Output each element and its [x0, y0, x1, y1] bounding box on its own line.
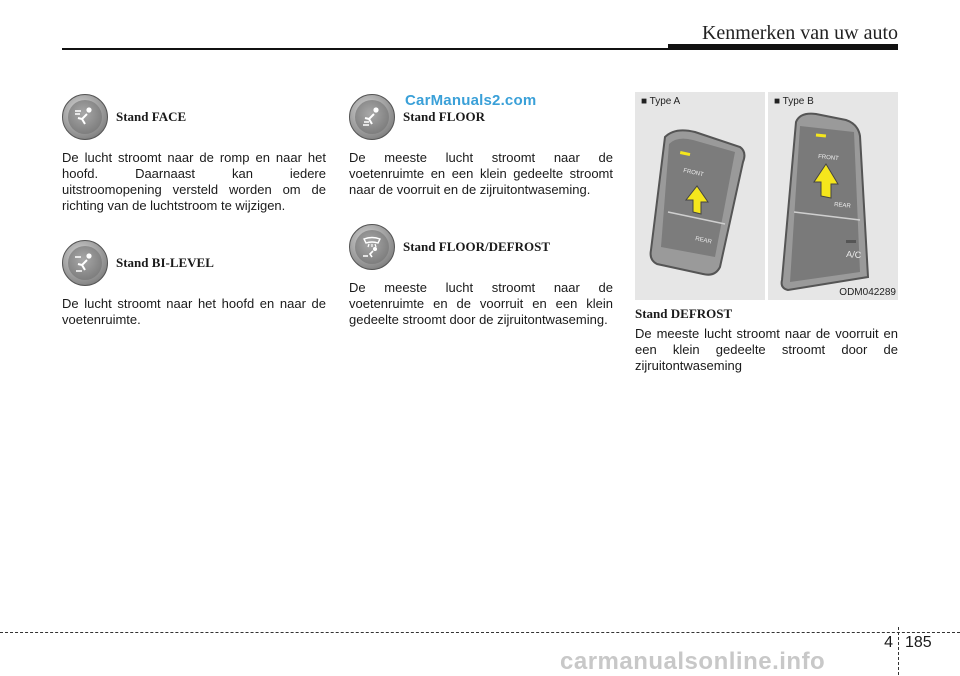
mode-face — [62, 92, 326, 142]
watermark-footer[interactable]: carmanualsonline.info — [560, 648, 826, 675]
panel-b-front-label: FRONT — [817, 154, 839, 163]
column-2 — [349, 92, 613, 328]
type-a-label: ■ Type A — [641, 96, 681, 107]
chapter-number: 4 — [884, 634, 893, 651]
mode-bilevel — [62, 238, 326, 288]
panel-type-b — [768, 92, 898, 300]
mode-floor — [349, 92, 613, 142]
mode-label: Stand FACE — [116, 109, 187, 124]
vent-floor-defrost-icon — [349, 224, 395, 270]
mode-description: De meeste lucht stroomt naar de voetenruimte en de voorruit en een klein gedeelte stroomt door de zijruitontwaseming. — [349, 280, 613, 327]
panel-a-rear-label: REAR — [694, 236, 713, 246]
figure-code: ODM042289 — [839, 287, 896, 298]
page-number-separator — [898, 627, 899, 675]
mode-label: Stand BI-LEVEL — [116, 255, 214, 270]
page-number: 185 — [905, 634, 932, 651]
column-1 — [62, 92, 326, 328]
mode-description: De meeste lucht stroomt naar de voetenruimte en een klein gedeelte stroomt naar de voorruit en de zijruitontwaseming. — [349, 150, 613, 197]
defrost-panel-figure — [635, 92, 898, 300]
header-rule-accent — [668, 44, 898, 50]
panel-b-ac-label: A/C — [845, 249, 862, 261]
vent-floor-icon — [349, 94, 395, 140]
mode-description: De lucht stroomt naar de romp en naar het hoofd. Daarnaast kan iedere uitstroomopening versteld worden om de richting van de luchtstroom te wijzigen. — [62, 150, 326, 213]
page-header-title: Kenmerken van uw auto — [701, 22, 898, 44]
mode-description: De meeste lucht stroomt naar de voorruit en een klein gedeelte stroomt door de zijruitontwaseming — [635, 326, 898, 373]
mode-label: Stand FLOOR/DEFROST — [403, 239, 551, 254]
column-3 — [635, 306, 898, 374]
panel-type-a — [635, 92, 765, 300]
panel-b-rear-label: REAR — [833, 202, 851, 210]
mode-description: De lucht stroomt naar het hoofd en naar de voetenruimte. — [62, 296, 326, 327]
watermark-top[interactable]: CarManuals2.com — [405, 92, 537, 109]
vent-bilevel-icon — [62, 240, 108, 286]
mode-label: Stand FLOOR — [403, 109, 485, 124]
vent-face-icon — [62, 94, 108, 140]
mode-defrost-label: Stand DEFROST — [635, 306, 733, 321]
type-b-label: ■ Type B — [774, 96, 814, 107]
control-panel-b-illustration — [768, 92, 898, 300]
control-panel-a-illustration — [635, 92, 765, 300]
panel-a-front-label: FRONT — [682, 168, 705, 179]
mode-floor-defrost — [349, 222, 613, 272]
footer-rule — [0, 632, 960, 633]
